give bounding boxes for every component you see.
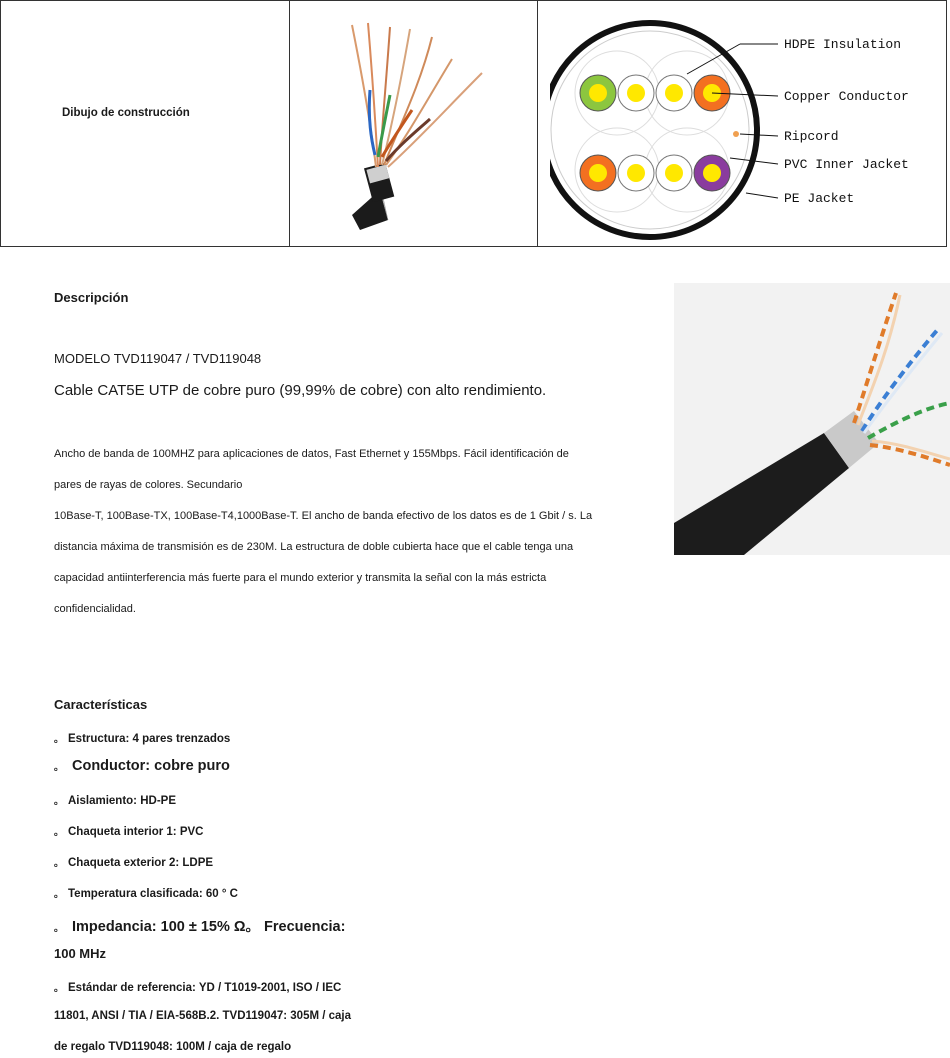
description-line: Ancho de banda de 100MHZ para aplicaciones de datos, Fast Ethernet y 155Mbps. Fácil identificación de [54, 448, 569, 460]
label-pvc-inner-jacket: PVC Inner Jacket [784, 157, 909, 172]
description-heading: Descripción [54, 290, 129, 305]
description-line: confidencialidad. [54, 603, 136, 615]
cross-section-diagram [550, 18, 940, 243]
label-copper-conductor: Copper Conductor [784, 89, 909, 104]
model-line: MODELO TVD119047 / TVD119048 [54, 351, 262, 366]
label-hdpe-insulation: HDPE Insulation [784, 37, 902, 52]
feature-item: 。 Temperatura clasificada: 60 ° C [54, 888, 238, 900]
table-divider [537, 0, 538, 247]
cable-photo [674, 283, 950, 555]
feature-item: de regalo TVD119048: 100M / caja de regalo [54, 1041, 292, 1053]
label-ripcord: Ripcord [784, 129, 839, 144]
description-line: capacidad antiinterferencia más fuerte para el mundo exterior y transmita la señal con la más estricta [54, 572, 547, 584]
feature-item: 。 Impedancia: 100 ± 15% Ω。 Frecuencia: [54, 919, 346, 935]
feature-item: 100 MHz [54, 946, 107, 961]
construction-label: Dibujo de construcción [62, 107, 190, 119]
feature-item: 。 Estructura: 4 pares trenzados [54, 733, 231, 745]
cable-drawing [330, 15, 510, 235]
label-pe-jacket: PE Jacket [784, 191, 855, 206]
feature-item: 。 Chaqueta interior 1: PVC [54, 826, 204, 838]
feature-item: 。 Conductor: cobre puro [54, 758, 230, 774]
description-line: 10Base-T, 100Base-TX, 100Base-T4,1000Base-T. El ancho de banda efectivo de los datos es de 1 Gbit / s. La [54, 510, 593, 522]
feature-item: 。 Aislamiento: HD-PE [54, 795, 176, 807]
description-line: pares de rayas de colores. Secundario [54, 479, 243, 491]
feature-item: 。 Estándar de referencia: YD / T1019-2001, ISO / IEC [54, 982, 342, 994]
description-line: distancia máxima de transmisión es de 230M. La estructura de doble cubierta hace que el cable tenga una [54, 541, 574, 553]
lead-line: Cable CAT5E UTP de cobre puro (99,99% de cobre) con alto rendimiento. [54, 382, 547, 399]
table-divider [289, 0, 290, 247]
features-heading: Características [54, 697, 148, 712]
feature-item: 11801, ANSI / TIA / EIA-568B.2. TVD119047: 305M / caja [54, 1010, 352, 1022]
feature-item: 。 Chaqueta exterior 2: LDPE [54, 857, 214, 869]
